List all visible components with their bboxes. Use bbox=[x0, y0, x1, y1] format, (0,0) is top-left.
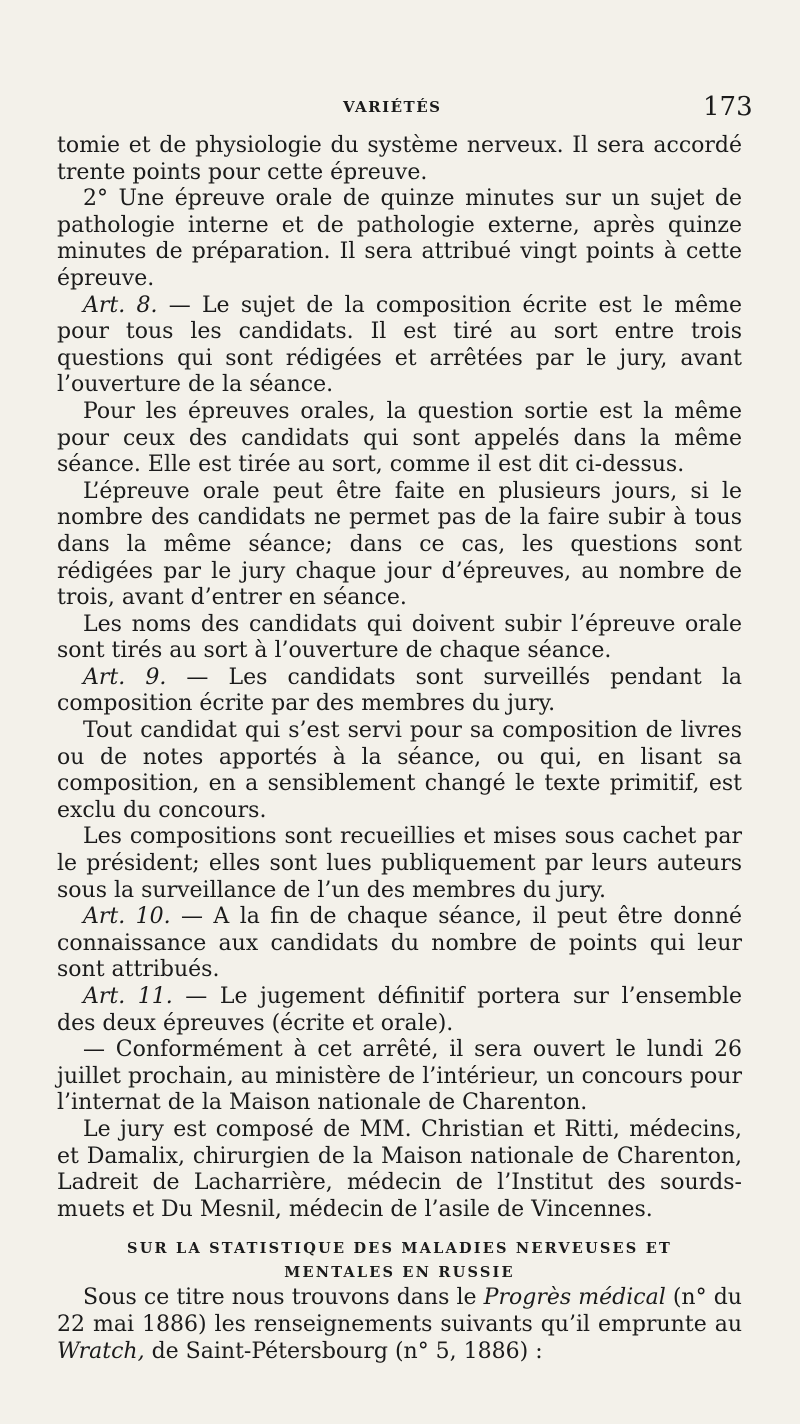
paragraph: Les noms des candidats qui doivent subir l’épreuve orale sont tirés au sort à l’ouverture de chaque séance. bbox=[57, 611, 742, 664]
paragraph: tomie et de physiologie du système nerveux. Il sera accordé trente points pour cette épreuve. bbox=[57, 133, 742, 185]
paragraph: — Conformément à cet arrêté, il sera ouvert le lundi 26 juillet prochain, au ministère de l’intérieur, un concours pour l’internat de la Maison nationale de Charenton. bbox=[57, 1037, 742, 1116]
article-label: Art. 8. bbox=[83, 292, 158, 318]
paragraph: Art. 10. — A la fin de chaque séance, il peut être donné connaissance aux candidats du nombre de points qui leur sont attribués. bbox=[57, 904, 743, 983]
paragraph: Sous ce titre nous trouvons dans le Progrès médical (n° du 22 mai 1886) les renseignements suivants qu’il emprunte au Wratch, de Saint-Pétersbourg (n° 5, 1886) : bbox=[57, 1285, 742, 1364]
paragraph: L’épreuve orale peut être faite en plusieurs jours, si le nombre des candidats ne permet pas de la faire subir à tous dans la même séance; dans ce cas, les questions sont rédigées par le jury chaque jour d’épreuves, au nombre de trois, avant d’entrer en séance. bbox=[57, 478, 742, 611]
article-label: Art. 9. bbox=[83, 664, 167, 690]
paragraph: Les compositions sont recueillies et mises sous cachet par le président; elles sont lues publiquement par leurs auteurs sous la surveillance de l’un des membres du jury. bbox=[57, 824, 742, 903]
section-heading-line: SUR LA STATISTIQUE DES MALADIES NERVEUSES ET bbox=[127, 1240, 672, 1258]
section-heading bbox=[57, 1237, 742, 1285]
paragraph: Pour les épreuves orales, la question sortie est la même pour ceux des candidats qui sont appelés dans la même séance. Elle est tirée au sort, comme il est dit ci-dessus. bbox=[57, 398, 742, 478]
paragraph: Art. 11. — Le jugement définitif portera sur l’ensemble des deux épreuves (écrite et orale). bbox=[57, 984, 742, 1036]
running-head: VARIÉTÉS bbox=[343, 98, 442, 116]
section-heading-line: MENTALES EN RUSSIE bbox=[284, 1264, 515, 1282]
article-label: Art. 11. bbox=[83, 984, 173, 1009]
paragraph: Le jury est composé de MM. Christian et Ritti, médecins, et Damalix, chirurgien de la Maison nationale de Charenton, Ladreit de Lacharrière, médecin de l’Institut des sourds-muets et Du Mesnil, médecin de l’asile de Vincennes. bbox=[57, 1116, 742, 1222]
paragraph: Art. 8. — Le sujet de la composition écrite est le même pour tous les candidats. Il est tiré au sort entre trois questions qui sont rédigées et arrêtées par le jury, avant l’ouverture de la séance. bbox=[57, 292, 742, 398]
paragraph: Tout candidat qui s’est servi pour sa composition de livres ou de notes apportés à la séance, ou qui, en lisant sa composition, en a sensiblement changé le texte primitif, est exclu du concours. bbox=[57, 718, 742, 823]
body-text bbox=[57, 133, 742, 1365]
journal-title: Progrès médical bbox=[483, 1285, 666, 1311]
journal-title: Wratch, bbox=[57, 1338, 145, 1364]
paragraph: Art. 9. — Les candidats sont surveillés pendant la composition écrite par des membres du jury. bbox=[57, 664, 742, 717]
page-header bbox=[0, 92, 800, 132]
paragraph: 2° Une épreuve orale de quinze minutes sur un sujet de pathologie interne et de pathologie externe, après quinze minutes de préparation. Il sera attribué vingt points à cette épreuve. bbox=[57, 186, 742, 291]
article-label: Art. 10. bbox=[83, 904, 171, 930]
page-number: 173 bbox=[703, 92, 753, 122]
